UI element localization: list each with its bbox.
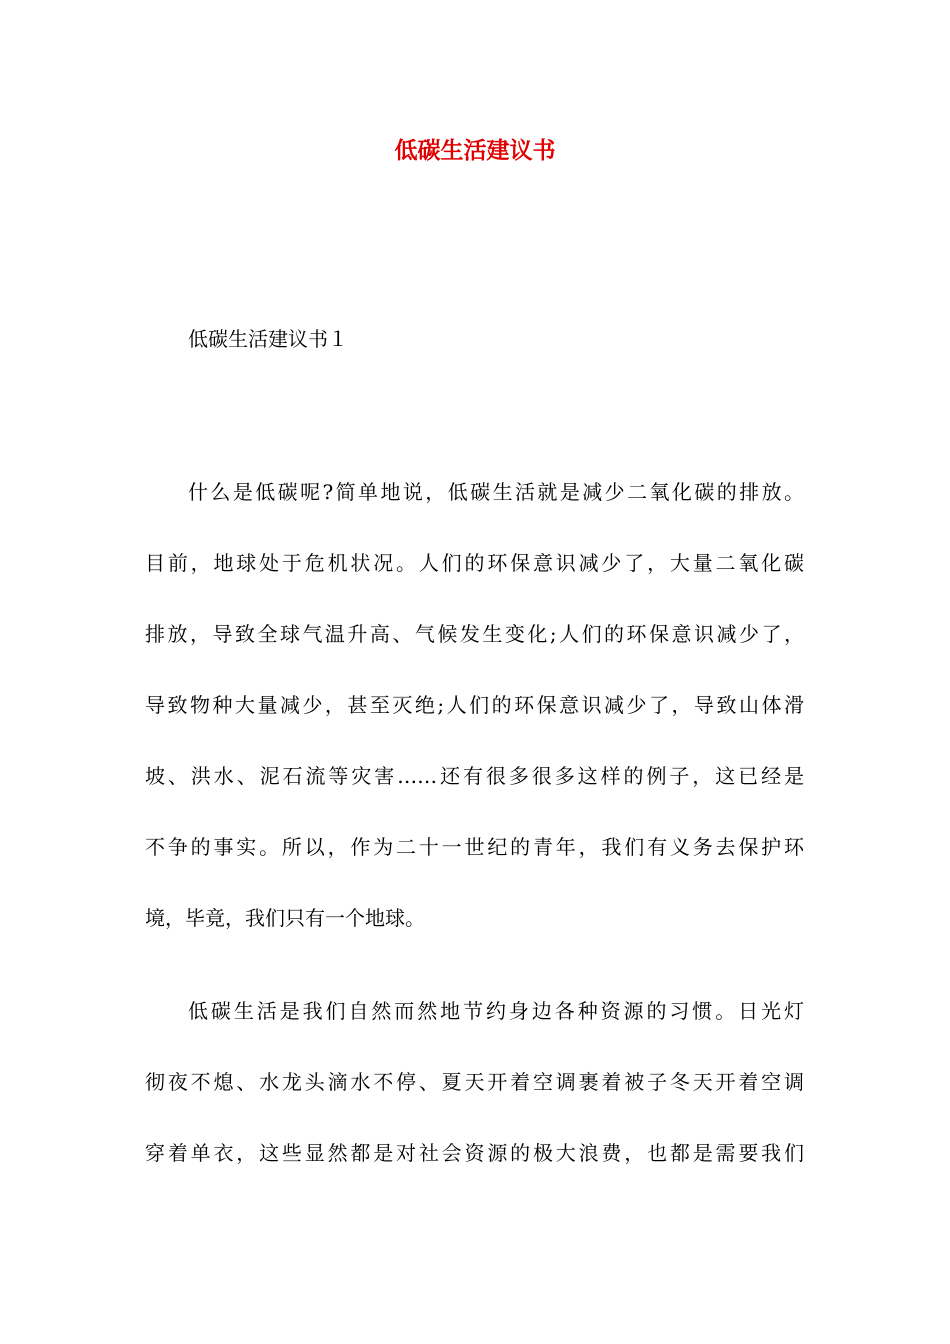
- paragraph-line: 坡、洪水、泥石流等灾害……还有很多很多这样的例子，这已经是: [145, 764, 804, 788]
- section-heading: 低碳生活建议书１: [188, 327, 348, 351]
- paragraph-line: 彻夜不熄、水龙头滴水不停、夏天开着空调裹着被子冬天开着空调: [145, 1070, 804, 1094]
- paragraph-line: 不争的事实。所以，作为二十一世纪的青年，我们有义务去保护环: [145, 835, 804, 859]
- document-title: 低碳生活建议书: [394, 137, 556, 164]
- paragraph-line: 境，毕竟，我们只有一个地球。: [145, 906, 425, 930]
- paragraph-line: 排放，导致全球气温升高、气候发生变化;人们的环保意识减少了，: [145, 622, 804, 646]
- paragraph-line: 低碳生活是我们自然而然地节约身边各种资源的习惯。日光灯: [188, 999, 804, 1023]
- paragraph-line: 什么是低碳呢?简单地说，低碳生活就是减少二氧化碳的排放。: [188, 480, 804, 504]
- paragraph-line: 目前，地球处于危机状况。人们的环保意识减少了，大量二氧化碳: [145, 551, 804, 575]
- paragraph-line: 导致物种大量减少，甚至灭绝;人们的环保意识减少了，导致山体滑: [145, 693, 804, 717]
- paragraph-line: 穿着单衣，这些显然都是对社会资源的极大浪费，也都是需要我们: [145, 1141, 804, 1165]
